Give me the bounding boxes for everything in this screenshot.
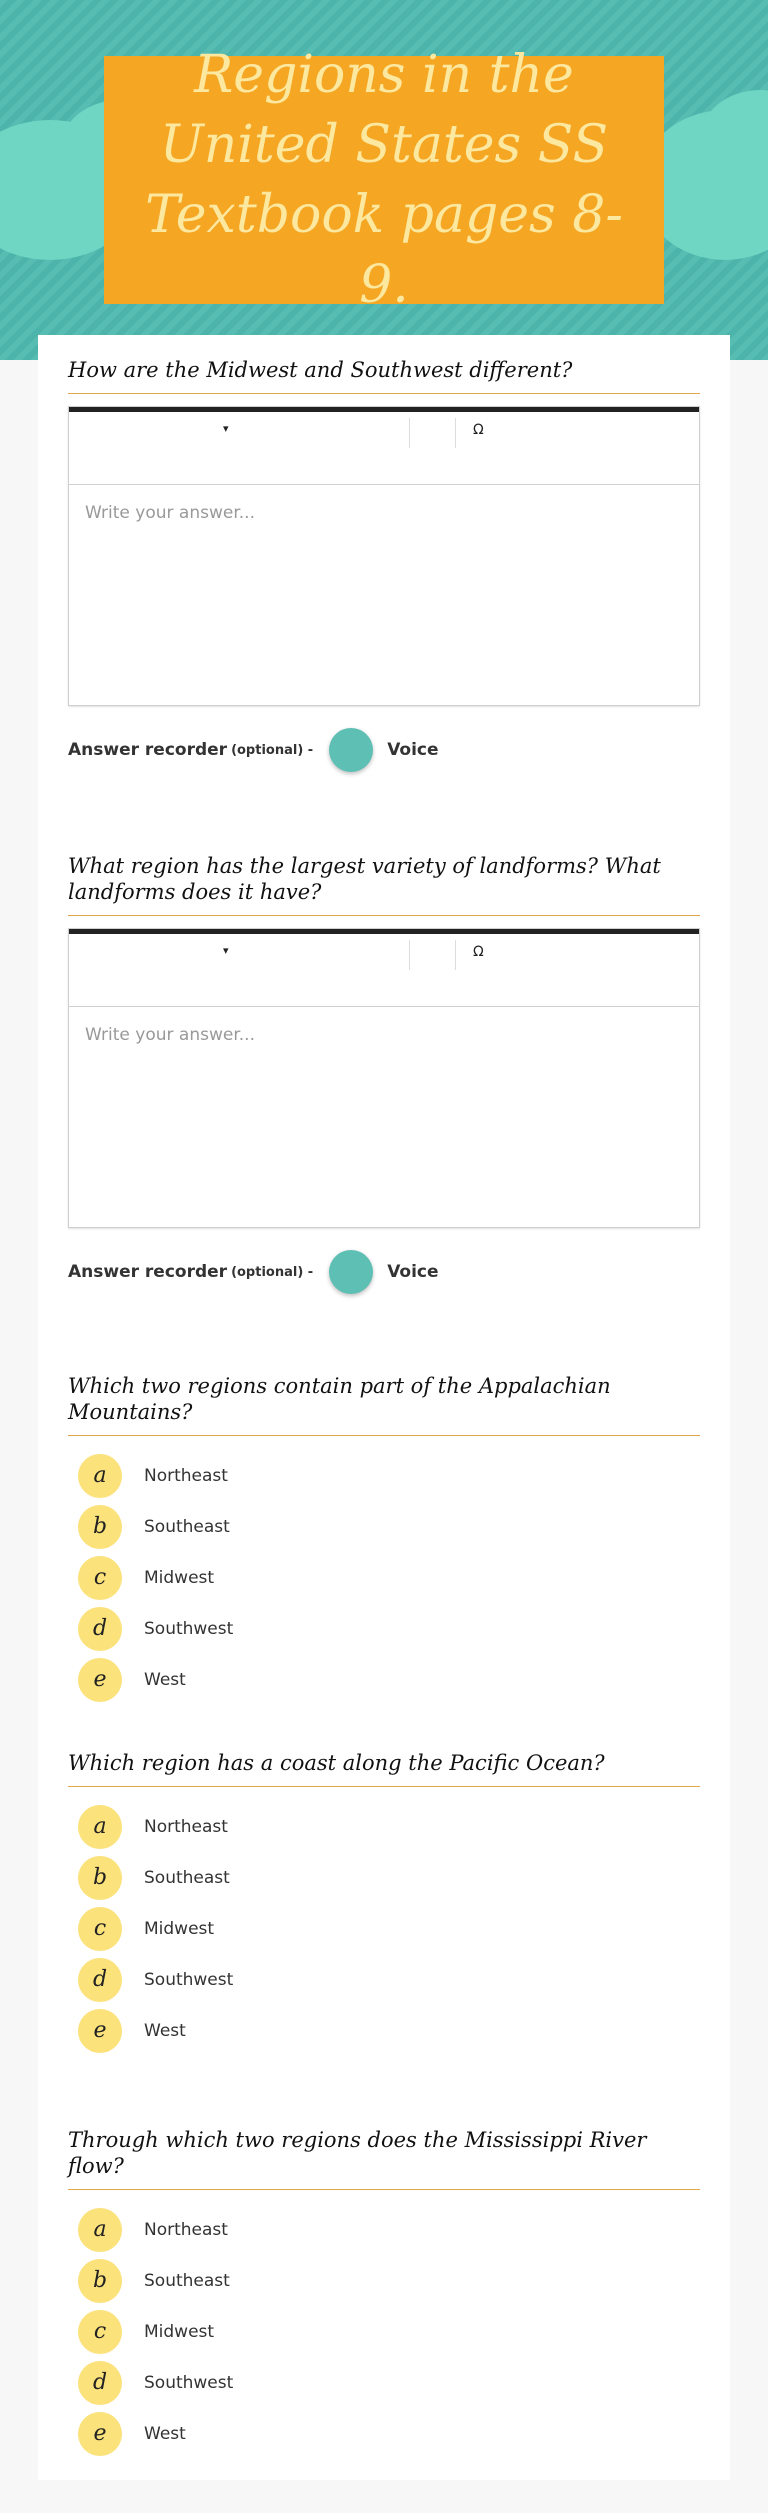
option-letter-badge: d <box>78 1958 122 2002</box>
editor-toolbar <box>69 929 699 1007</box>
voice-label: Voice <box>387 740 439 760</box>
option-list <box>68 1801 700 2056</box>
hero-banner <box>0 0 768 360</box>
option-letter-badge: a <box>78 1454 122 1498</box>
option-label: Midwest <box>144 1567 215 1588</box>
option-a[interactable] <box>68 1801 700 1852</box>
option-d[interactable] <box>68 2357 700 2408</box>
option-label: Southeast <box>144 1867 230 1888</box>
recorder-label: Answer recorder <box>68 1262 228 1282</box>
option-letter-badge: b <box>78 1505 122 1549</box>
option-letter-badge: b <box>78 2259 122 2303</box>
recorder-optional: (optional) - <box>231 1264 314 1280</box>
option-c[interactable] <box>68 2306 700 2357</box>
question-4 <box>68 1750 700 2056</box>
option-label: Southeast <box>144 1516 230 1537</box>
question-title: Which two regions contain part of the Appalachian Mountains? <box>68 1373 700 1436</box>
question-title: Which region has a coast along the Pacific Ocean? <box>68 1750 700 1787</box>
answer-editor <box>68 928 700 1228</box>
option-label: Northeast <box>144 1465 228 1486</box>
option-c[interactable] <box>68 1903 700 1954</box>
editor-toolbar <box>69 407 699 485</box>
toolbar-separator <box>409 940 456 970</box>
record-button-icon[interactable] <box>329 1250 373 1294</box>
answer-recorder <box>68 1248 700 1296</box>
question-5 <box>68 2127 700 2459</box>
option-letter-badge: d <box>78 2361 122 2405</box>
option-letter-badge: d <box>78 1607 122 1651</box>
option-e[interactable] <box>68 1654 700 1705</box>
option-d[interactable] <box>68 1954 700 2005</box>
option-label: West <box>144 2020 186 2041</box>
question-1 <box>68 357 700 774</box>
option-a[interactable] <box>68 1450 700 1501</box>
option-letter-badge: e <box>78 2009 122 2053</box>
option-b[interactable] <box>68 1852 700 1903</box>
question-3 <box>68 1373 700 1705</box>
page-title: Regions in the United States SS Textbook pages 8-9. <box>145 45 623 315</box>
option-label: Southwest <box>144 1618 234 1639</box>
voice-label: Voice <box>387 1262 439 1282</box>
option-list <box>68 2204 700 2459</box>
question-title: How are the Midwest and Southwest different? <box>68 357 700 394</box>
omega-icon[interactable]: Ω <box>473 422 484 438</box>
option-letter-badge: c <box>78 1907 122 1951</box>
option-d[interactable] <box>68 1603 700 1654</box>
option-e[interactable] <box>68 2005 700 2056</box>
question-title: What region has the largest variety of landforms? What landforms does it have? <box>68 853 700 916</box>
option-label: Midwest <box>144 2321 215 2342</box>
title-box <box>104 45 664 315</box>
option-label: Northeast <box>144 1816 228 1837</box>
option-label: West <box>144 1669 186 1690</box>
question-2 <box>68 853 700 1296</box>
option-label: Southwest <box>144 1969 234 1990</box>
option-label: West <box>144 2423 186 2444</box>
caret-down-icon[interactable]: ▾ <box>223 944 229 957</box>
option-letter-badge: c <box>78 2310 122 2354</box>
caret-down-icon[interactable]: ▾ <box>223 422 229 435</box>
question-title: Through which two regions does the Mississippi River flow? <box>68 2127 700 2190</box>
option-list <box>68 1450 700 1705</box>
option-label: Northeast <box>144 2219 228 2240</box>
option-label: Southwest <box>144 2372 234 2393</box>
option-letter-badge: b <box>78 1856 122 1900</box>
answer-recorder <box>68 726 700 774</box>
answer-editor <box>68 406 700 706</box>
option-label: Midwest <box>144 1918 215 1939</box>
option-c[interactable] <box>68 1552 700 1603</box>
option-e[interactable] <box>68 2408 700 2459</box>
option-letter-badge: e <box>78 2412 122 2456</box>
omega-icon[interactable]: Ω <box>473 944 484 960</box>
option-label: Southeast <box>144 2270 230 2291</box>
option-letter-badge: c <box>78 1556 122 1600</box>
option-letter-badge: e <box>78 1658 122 1702</box>
option-b[interactable] <box>68 1501 700 1552</box>
option-letter-badge: a <box>78 1805 122 1849</box>
option-a[interactable] <box>68 2204 700 2255</box>
record-button-icon[interactable] <box>329 728 373 772</box>
recorder-optional: (optional) - <box>231 742 314 758</box>
toolbar-separator <box>409 418 456 448</box>
answer-textarea[interactable]: Write your answer... <box>85 503 255 523</box>
worksheet-card <box>38 335 730 2480</box>
answer-textarea[interactable]: Write your answer... <box>85 1025 255 1045</box>
recorder-label: Answer recorder <box>68 740 228 760</box>
option-b[interactable] <box>68 2255 700 2306</box>
option-letter-badge: a <box>78 2208 122 2252</box>
